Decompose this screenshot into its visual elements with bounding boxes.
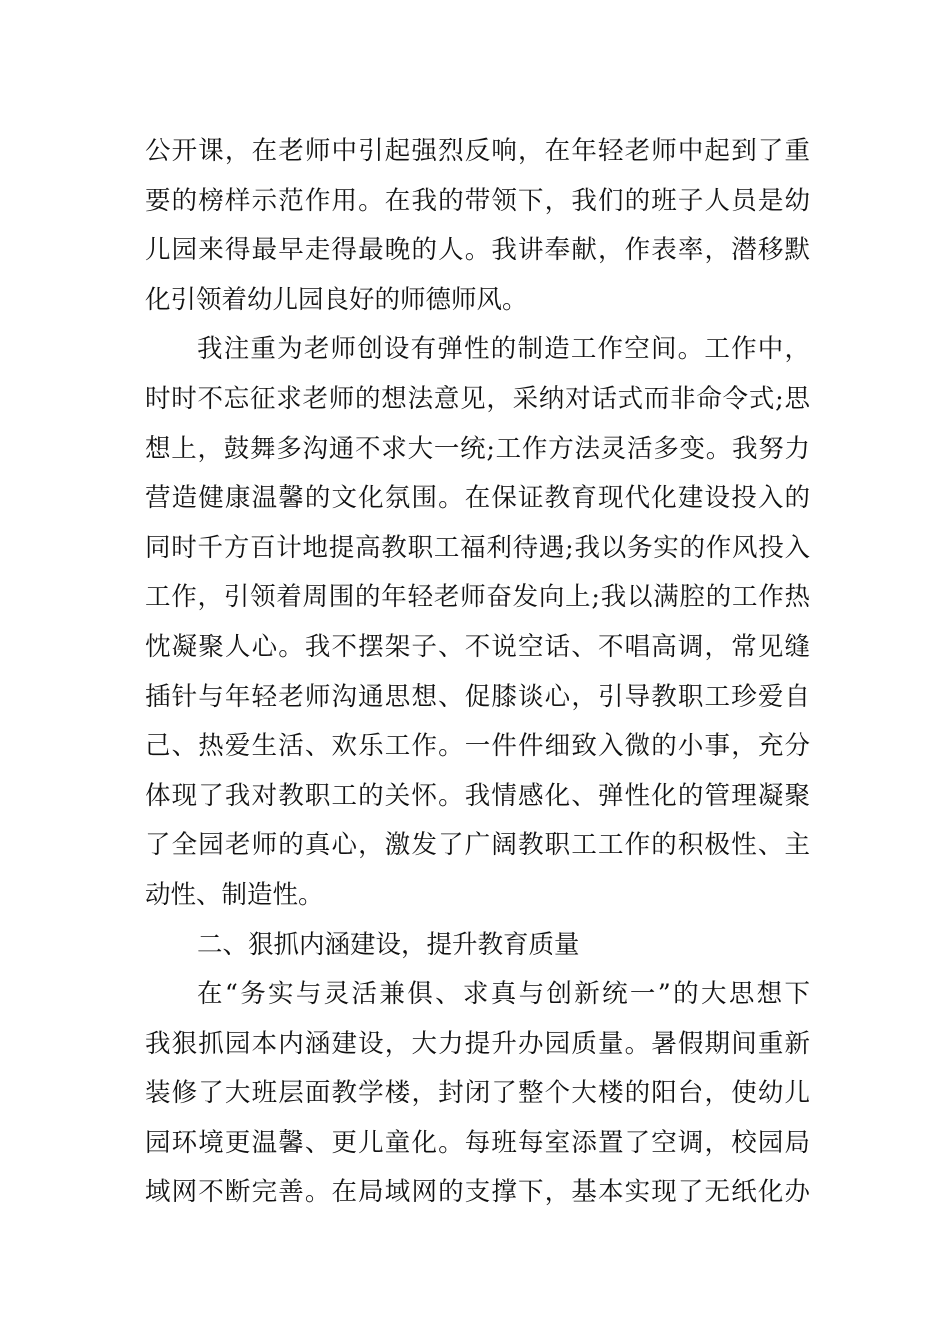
paragraph-start-line: 在“务实与灵活兼俱、求真与创新统一”的大思想下 [197, 979, 810, 1010]
text-line: 时时不忘征求老师的想法意见，采纳对话式而非命令式;思 [145, 383, 810, 414]
text-line: 域网不断完善。在局域网的支撑下，基本实现了无纸化办 [145, 1177, 810, 1208]
text-line: 忱凝聚人心。我不摆架子、不说空话、不唱高调，常见缝 [145, 631, 810, 662]
section-heading: 二、狠抓内涵建设，提升教育质量 [197, 929, 580, 960]
text-line: 要的榜样示范作用。在我的带领下，我们的班子人员是幼 [145, 185, 810, 216]
text-line: 公开课，在老师中引起强烈反响，在年轻老师中起到了重 [145, 136, 810, 166]
text-line: 营造健康温馨的文化氛围。在保证教育现代化建设投入的 [145, 483, 810, 514]
text-line: 了全园老师的真心，激发了广阔教职工工作的积极性、主 [145, 830, 810, 861]
text-line: 园环境更温馨、更儿童化。每班每室添置了空调，校园局 [145, 1127, 810, 1158]
text-line: 我狠抓园本内涵建设，大力提升办园质量。暑假期间重新 [145, 1028, 810, 1059]
text-line: 想上，鼓舞多沟通不求大一统;工作方法灵活多变。我努力 [145, 433, 810, 464]
text-line: 装修了大班层面教学楼，封闭了整个大楼的阳台，使幼儿 [145, 1078, 810, 1109]
text-line: 工作，引领着周围的年轻老师奋发向上;我以满腔的工作热 [145, 582, 810, 613]
text-line: 同时千方百计地提高教职工福利待遇;我以务实的作风投入 [145, 532, 810, 563]
text-line: 插针与年轻老师沟通思想、促膝谈心，引导教职工珍爱自 [145, 681, 810, 712]
text-line: 动性、制造性。 [145, 879, 324, 910]
paragraph-start-line: 我注重为老师创设有弹性的制造工作空间。工作中， [197, 334, 810, 365]
text-line: 体现了我对教职工的关怀。我情感化、弹性化的管理凝聚 [145, 780, 810, 811]
text-line: 化引领着幼儿园良好的师德师风。 [145, 284, 528, 315]
text-line: 己、热爱生活、欢乐工作。一件件细致入微的小事，充分 [145, 731, 810, 762]
document-body [145, 127, 810, 1218]
text-line: 儿园来得最早走得最晚的人。我讲奉献，作表率，潜移默 [145, 235, 810, 266]
